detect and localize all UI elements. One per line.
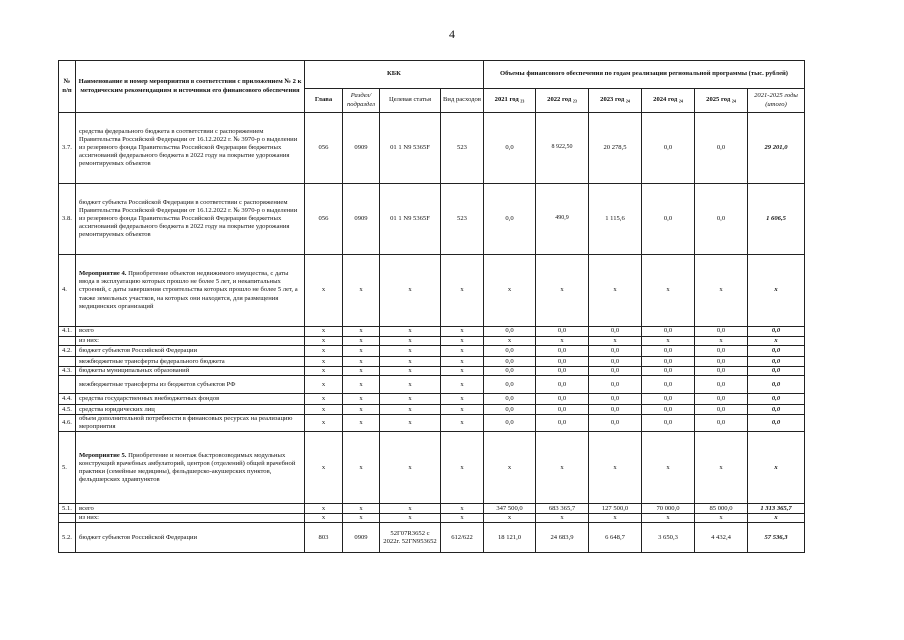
row-number: 4.6. xyxy=(59,415,76,432)
header-kbk-cs: Целевая статья xyxy=(380,89,441,113)
header-kbk-ch: Глава xyxy=(305,89,343,113)
kbk-section: x xyxy=(343,337,380,346)
table-row xyxy=(59,255,805,327)
table-row xyxy=(59,405,805,415)
value-2025: x xyxy=(695,432,748,504)
value-2024: 0,0 xyxy=(642,376,695,394)
value-2024: 0,0 xyxy=(642,415,695,432)
row-name: всего xyxy=(76,504,305,514)
kbk-section: x xyxy=(343,415,380,432)
kbk-chapter: 803 xyxy=(305,523,343,553)
value-2024: 0,0 xyxy=(642,327,695,337)
table-row xyxy=(59,504,805,514)
row-number: 4.1. xyxy=(59,327,76,337)
header-year: 2024 год ₂₄ xyxy=(642,89,695,113)
kbk-target: 52Г07R3652 с 2022г. 52ГN953652 xyxy=(380,523,441,553)
row-number: 5.1. xyxy=(59,504,76,514)
value-2025: 0,0 xyxy=(695,346,748,357)
value-2024: x xyxy=(642,255,695,327)
kbk-section: x xyxy=(343,367,380,376)
kbk-chapter: x xyxy=(305,432,343,504)
value-2021: 0,0 xyxy=(484,357,536,367)
kbk-section: x xyxy=(343,504,380,514)
value-2022: 0,0 xyxy=(536,376,589,394)
header-name: Наименование и номер мероприятия в соответствии с приложением № 2 к методическим рекомендациям и источники его финансового обеспечения xyxy=(76,61,305,113)
row-number: 4.3. xyxy=(59,367,76,376)
kbk-target: x xyxy=(380,394,441,405)
value-total: 57 536,3 xyxy=(748,523,805,553)
value-2024: 0,0 xyxy=(642,367,695,376)
kbk-expense-type: x xyxy=(441,327,484,337)
value-2025: 0,0 xyxy=(695,357,748,367)
kbk-target: x xyxy=(380,415,441,432)
value-2021: 0,0 xyxy=(484,394,536,405)
value-2024: 3 650,3 xyxy=(642,523,695,553)
kbk-section: x xyxy=(343,432,380,504)
row-number: 4. xyxy=(59,255,76,327)
table-row xyxy=(59,432,805,504)
value-2022: x xyxy=(536,514,589,523)
value-2022: x xyxy=(536,432,589,504)
header-funding: Объемы финансового обеспечения по годам реализации региональной программы (тыс. рублей) xyxy=(484,61,805,89)
value-2023: x xyxy=(589,514,642,523)
table-row xyxy=(59,415,805,432)
value-2023: 0,0 xyxy=(589,367,642,376)
table-row xyxy=(59,184,805,255)
value-2021: 0,0 xyxy=(484,184,536,255)
value-2022: x xyxy=(536,255,589,327)
value-2021: x xyxy=(484,337,536,346)
row-name: межбюджетные трансферты федерального бюджета xyxy=(76,357,305,367)
row-number: 3.7. xyxy=(59,113,76,184)
kbk-chapter: x xyxy=(305,415,343,432)
value-2024: 0,0 xyxy=(642,357,695,367)
table-row xyxy=(59,523,805,553)
value-total: 0,0 xyxy=(748,357,805,367)
header-year: 2023 год ₂₄ xyxy=(589,89,642,113)
value-2023: 0,0 xyxy=(589,327,642,337)
kbk-expense-type: 523 xyxy=(441,184,484,255)
value-2022: 0,0 xyxy=(536,327,589,337)
value-2025: x xyxy=(695,514,748,523)
value-2021: x xyxy=(484,432,536,504)
table-row xyxy=(59,376,805,394)
measure-description: Приобретение и монтаж быстровозводимых модульных конструкций врачебных амбулаторий, центров (отделений) общей врачебной практики (семейные медицины), фельдшерско-акушерских пунктов, фельдшерских здравпунктов xyxy=(79,451,296,483)
header-total: 2021-2025 годы (итого) xyxy=(748,89,805,113)
kbk-section: x xyxy=(343,327,380,337)
value-total: x xyxy=(748,432,805,504)
table-row xyxy=(59,394,805,405)
value-2025: x xyxy=(695,255,748,327)
row-number: 4.2. xyxy=(59,346,76,357)
row-number: 5. xyxy=(59,432,76,504)
header-year: 2022 год ₂₃ xyxy=(536,89,589,113)
kbk-chapter: x xyxy=(305,337,343,346)
value-2025: 0,0 xyxy=(695,327,748,337)
value-2023: 127 500,0 xyxy=(589,504,642,514)
value-2022: 24 683,9 xyxy=(536,523,589,553)
kbk-expense-type: x xyxy=(441,432,484,504)
value-2025: 85 000,0 xyxy=(695,504,748,514)
kbk-section: 0909 xyxy=(343,113,380,184)
kbk-section: x xyxy=(343,357,380,367)
value-2024: 0,0 xyxy=(642,184,695,255)
measure-title: Мероприятие 5. xyxy=(79,451,127,459)
value-2021: 0,0 xyxy=(484,327,536,337)
value-2021: 0,0 xyxy=(484,367,536,376)
kbk-target: x xyxy=(380,357,441,367)
value-2022: 0,0 xyxy=(536,405,589,415)
header-kbk: КБК xyxy=(305,61,484,89)
kbk-chapter: x xyxy=(305,255,343,327)
row-name: бюджеты муниципальных образований xyxy=(76,367,305,376)
value-total: x xyxy=(748,337,805,346)
value-2024: x xyxy=(642,514,695,523)
value-2025: 0,0 xyxy=(695,376,748,394)
value-total: x xyxy=(748,255,805,327)
table-row xyxy=(59,357,805,367)
value-2022: 8 922,50 xyxy=(536,113,589,184)
value-total: 0,0 xyxy=(748,405,805,415)
kbk-target: x xyxy=(380,327,441,337)
kbk-expense-type: x xyxy=(441,504,484,514)
value-2022: 0,0 xyxy=(536,415,589,432)
value-2024: x xyxy=(642,432,695,504)
value-2025: 0,0 xyxy=(695,394,748,405)
kbk-target: x xyxy=(380,255,441,327)
row-name: межбюджетные трансферты из бюджетов субъектов РФ xyxy=(76,376,305,394)
table-row xyxy=(59,337,805,346)
row-name: бюджет субъектов Российской Федерации xyxy=(76,523,305,553)
kbk-section: x xyxy=(343,255,380,327)
kbk-target: x xyxy=(380,514,441,523)
kbk-expense-type: x xyxy=(441,415,484,432)
kbk-expense-type: x xyxy=(441,376,484,394)
kbk-chapter: x xyxy=(305,405,343,415)
value-2022: 0,0 xyxy=(536,357,589,367)
value-2021: 347 500,0 xyxy=(484,504,536,514)
value-2022: 490,9 xyxy=(536,184,589,255)
kbk-target: 01 1 N9 5365F xyxy=(380,113,441,184)
value-2024: 0,0 xyxy=(642,346,695,357)
value-2021: 18 121,0 xyxy=(484,523,536,553)
value-total: 0,0 xyxy=(748,327,805,337)
header-kbk-vr: Вид расходов xyxy=(441,89,484,113)
value-2021: 0,0 xyxy=(484,113,536,184)
value-2023: 6 648,7 xyxy=(589,523,642,553)
row-name: средства федерального бюджета в соответствии с распоряжением Правительства Российской Федерации от 16.12.2022 г. № 3970-р о выделении из резервного фонда Правительства Российской Федерации бюджетных ассигнований федерального бюджета в 2022 году на покрытие удорожания ремонтируемых объектов xyxy=(76,113,305,184)
kbk-expense-type: 523 xyxy=(441,113,484,184)
row-name: бюджет субъектов Российской Федерации xyxy=(76,346,305,357)
value-2022: 683 365,7 xyxy=(536,504,589,514)
kbk-section: x xyxy=(343,346,380,357)
kbk-target: x xyxy=(380,376,441,394)
header-kbk-rz: Раздел/ подраздел xyxy=(343,89,380,113)
value-2023: 0,0 xyxy=(589,346,642,357)
value-2021: 0,0 xyxy=(484,405,536,415)
value-total: 0,0 xyxy=(748,394,805,405)
kbk-chapter: x xyxy=(305,504,343,514)
table-row xyxy=(59,113,805,184)
value-total: 1 313 365,7 xyxy=(748,504,805,514)
row-number: 4.5. xyxy=(59,405,76,415)
value-2023: x xyxy=(589,432,642,504)
row-number xyxy=(59,357,76,367)
value-2024: x xyxy=(642,337,695,346)
value-total: 0,0 xyxy=(748,415,805,432)
kbk-expense-type: x xyxy=(441,367,484,376)
kbk-target: x xyxy=(380,367,441,376)
value-2023: x xyxy=(589,337,642,346)
kbk-target: 01 1 N9 5365F xyxy=(380,184,441,255)
value-2023: 0,0 xyxy=(589,415,642,432)
value-total: 29 201,0 xyxy=(748,113,805,184)
row-name: объем дополнительной потребности в финансовых ресурсах на реализацию мероприятия xyxy=(76,415,305,432)
kbk-chapter: x xyxy=(305,394,343,405)
table-row xyxy=(59,327,805,337)
value-2022: 0,0 xyxy=(536,367,589,376)
value-2021: 0,0 xyxy=(484,346,536,357)
page-number: 4 xyxy=(449,27,455,41)
kbk-chapter: x xyxy=(305,367,343,376)
row-name: из них: xyxy=(76,514,305,523)
value-2025: 0,0 xyxy=(695,184,748,255)
value-2024: 70 000,0 xyxy=(642,504,695,514)
table-row xyxy=(59,514,805,523)
value-2021: 0,0 xyxy=(484,415,536,432)
kbk-target: x xyxy=(380,346,441,357)
header-num: № п/п xyxy=(59,61,76,113)
value-2023: 20 278,5 xyxy=(589,113,642,184)
value-2023: 1 115,6 xyxy=(589,184,642,255)
kbk-expense-type: x xyxy=(441,346,484,357)
kbk-target: x xyxy=(380,405,441,415)
kbk-expense-type: x xyxy=(441,405,484,415)
row-number: 4.4. xyxy=(59,394,76,405)
header-year: 2021 год ₂₃ xyxy=(484,89,536,113)
value-2022: 0,0 xyxy=(536,394,589,405)
value-2021: x xyxy=(484,514,536,523)
value-2023: 0,0 xyxy=(589,405,642,415)
value-2021: x xyxy=(484,255,536,327)
funding-table xyxy=(58,60,805,553)
value-2023: 0,0 xyxy=(589,394,642,405)
kbk-chapter: x xyxy=(305,514,343,523)
row-name: из них: xyxy=(76,337,305,346)
value-2025: 0,0 xyxy=(695,405,748,415)
row-number xyxy=(59,337,76,346)
kbk-expense-type: x xyxy=(441,255,484,327)
value-2025: x xyxy=(695,337,748,346)
value-2022: x xyxy=(536,337,589,346)
value-total: 0,0 xyxy=(748,367,805,376)
kbk-expense-type: x xyxy=(441,514,484,523)
kbk-section: x xyxy=(343,514,380,523)
kbk-chapter: x xyxy=(305,346,343,357)
kbk-section: x xyxy=(343,394,380,405)
value-total: 0,0 xyxy=(748,376,805,394)
row-name: всего xyxy=(76,327,305,337)
kbk-expense-type: x xyxy=(441,357,484,367)
table-row xyxy=(59,367,805,376)
row-name xyxy=(76,255,305,327)
value-2025: 0,0 xyxy=(695,367,748,376)
kbk-chapter: x xyxy=(305,357,343,367)
row-number: 3.8. xyxy=(59,184,76,255)
value-total: 1 606,5 xyxy=(748,184,805,255)
kbk-target: x xyxy=(380,337,441,346)
value-total: x xyxy=(748,514,805,523)
header-year: 2025 год ₂₄ xyxy=(695,89,748,113)
row-name: средства юридических лиц xyxy=(76,405,305,415)
measure-description: Приобретение объектов недвижимого имущества, с даты ввода в эксплуатацию которых прошло не более 5 лет, и некапитальных строений, с даты завершения строительства которых прошло не более 5 лет, а также земельных участков, на которых они находятся, для размещения медицинских организаций xyxy=(79,270,298,310)
row-name xyxy=(76,432,305,504)
kbk-expense-type: 612/622 xyxy=(441,523,484,553)
kbk-section: 0909 xyxy=(343,523,380,553)
value-2023: x xyxy=(589,255,642,327)
kbk-expense-type: x xyxy=(441,337,484,346)
kbk-target: x xyxy=(380,432,441,504)
value-2025: 4 432,4 xyxy=(695,523,748,553)
value-2024: 0,0 xyxy=(642,113,695,184)
row-number xyxy=(59,376,76,394)
kbk-chapter: 056 xyxy=(305,184,343,255)
row-name: средства государственных внебюджетных фондов xyxy=(76,394,305,405)
kbk-target: x xyxy=(380,504,441,514)
table-row xyxy=(59,346,805,357)
value-2023: 0,0 xyxy=(589,376,642,394)
value-2022: 0,0 xyxy=(536,346,589,357)
value-2025: 0,0 xyxy=(695,113,748,184)
kbk-expense-type: x xyxy=(441,394,484,405)
value-total: 0,0 xyxy=(748,346,805,357)
value-2023: 0,0 xyxy=(589,357,642,367)
kbk-chapter: x xyxy=(305,376,343,394)
kbk-section: x xyxy=(343,405,380,415)
kbk-section: 0909 xyxy=(343,184,380,255)
value-2024: 0,0 xyxy=(642,405,695,415)
row-name: бюджет субъекта Российской Федерации в соответствии с распоряжением Правительства Российской Федерации от 16.12.2022 г. № 3970-р о выделении из резервного фонда Правительства Российской Федерации бюджетных ассигнований федерального бюджета в 2022 году на покрытие удорожания ремонтируемых объектов xyxy=(76,184,305,255)
kbk-chapter: 056 xyxy=(305,113,343,184)
kbk-section: x xyxy=(343,376,380,394)
value-2025: 0,0 xyxy=(695,415,748,432)
measure-title: Мероприятие 4. xyxy=(79,270,127,278)
value-2024: 0,0 xyxy=(642,394,695,405)
row-number: 5.2. xyxy=(59,523,76,553)
value-2021: 0,0 xyxy=(484,376,536,394)
row-number xyxy=(59,514,76,523)
kbk-chapter: x xyxy=(305,327,343,337)
